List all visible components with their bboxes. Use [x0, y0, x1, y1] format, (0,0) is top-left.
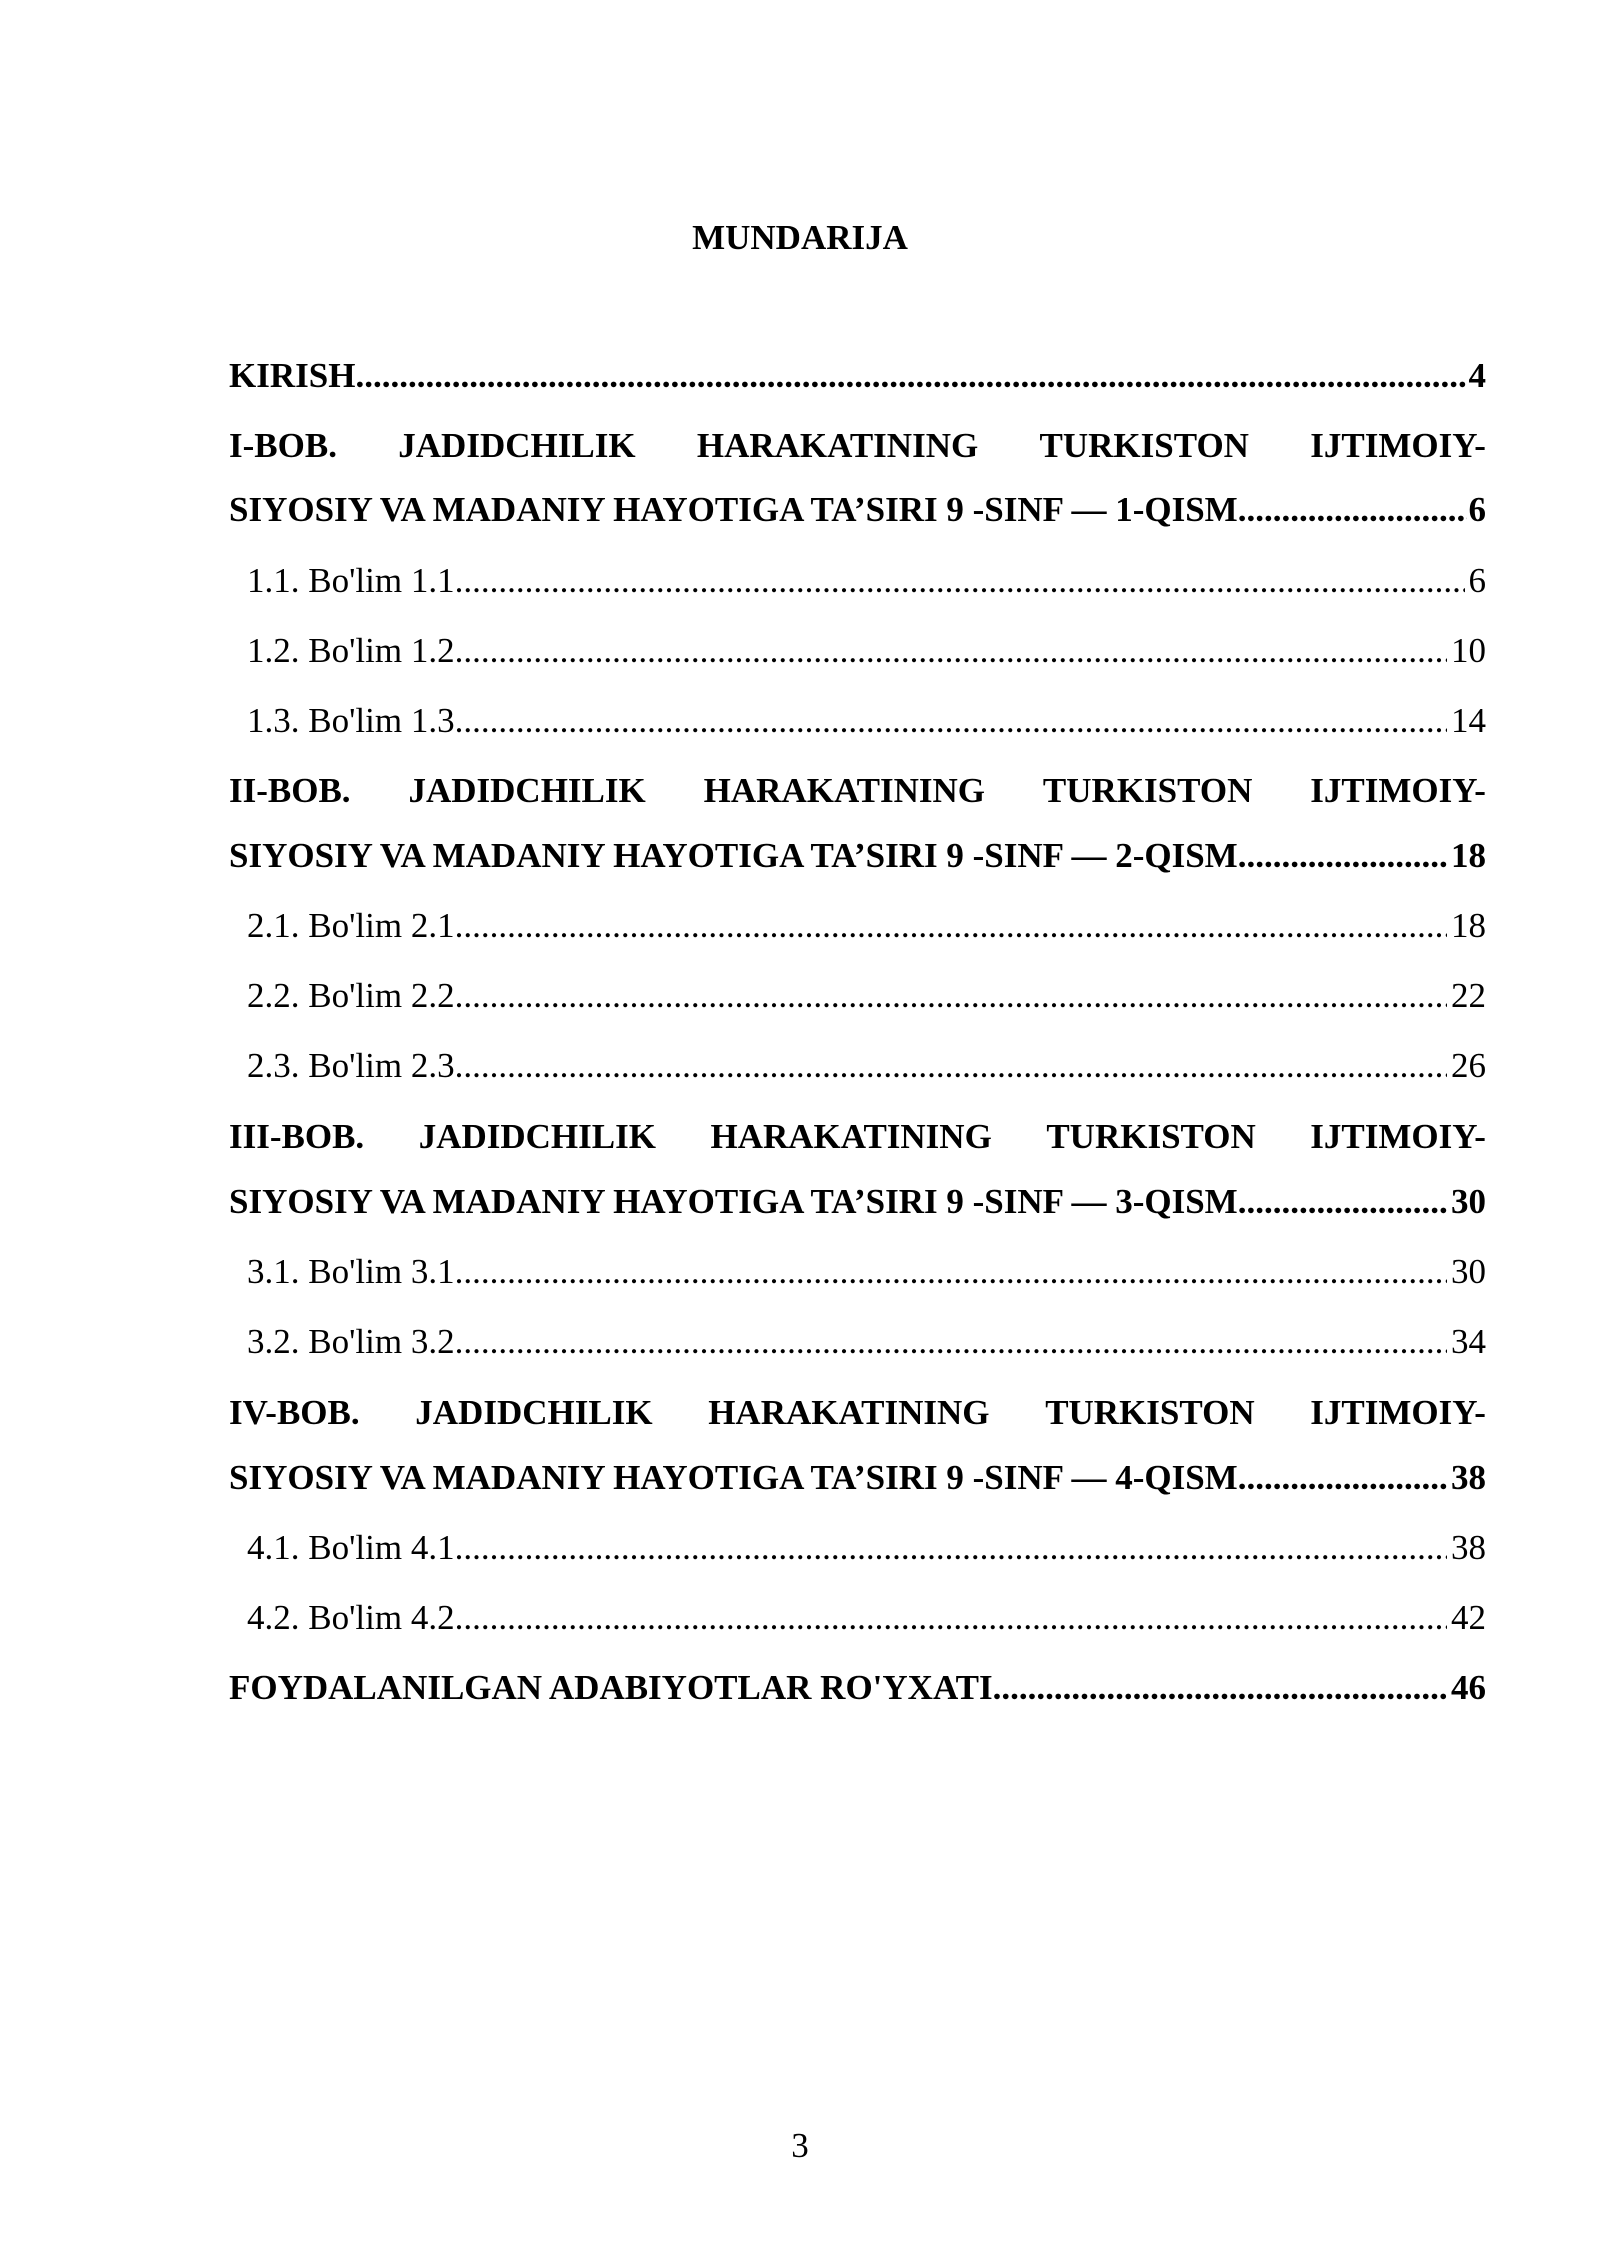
toc-entry-label: SIYOSIY VA MADANIY HAYOTIGA TA’SIRI 9 -SINF — 4-QISM [229, 1458, 1238, 1497]
toc-word: HARAKATINING [696, 426, 979, 465]
toc-entry-label: 1.2. Bo'lim 1.2 [247, 631, 455, 670]
toc-entry-page: 30 [1451, 1182, 1486, 1221]
dot-leader [455, 555, 1465, 607]
dot-leader [455, 900, 1447, 952]
toc-word: IJTIMOIY- [1310, 1393, 1486, 1432]
toc-entry-label: 1.1. Bo'lim 1.1 [247, 561, 455, 600]
toc-entry-references[interactable] [229, 1662, 1486, 1714]
dot-leader [1238, 830, 1449, 882]
toc-entry-page: 42 [1451, 1598, 1486, 1637]
toc-entry-page: 10 [1451, 631, 1486, 670]
toc-section-1-2[interactable] [247, 625, 1486, 677]
toc-section-3-2[interactable] [247, 1316, 1486, 1368]
toc-chapter-2-line-1[interactable] [229, 765, 1486, 817]
page-title: MUNDARIJA [692, 218, 908, 257]
toc-entry-label: 2.1. Bo'lim 2.1 [247, 906, 455, 945]
toc-word: I-BOB. [229, 426, 337, 465]
dot-leader [455, 1246, 1447, 1298]
toc-chapter-4-line-1[interactable] [229, 1387, 1486, 1439]
dot-leader [455, 1316, 1447, 1368]
toc-entry-page: 6 [1468, 561, 1486, 600]
dot-leader [455, 625, 1447, 677]
toc-section-2-2[interactable] [247, 970, 1486, 1022]
toc-entry-kirish[interactable] [229, 350, 1486, 402]
toc-entry-label: KIRISH [229, 356, 356, 395]
toc-section-2-1[interactable] [247, 900, 1486, 952]
toc-word: TURKISTON [1042, 771, 1253, 810]
toc-word: HARAKATINING [710, 1117, 992, 1156]
toc-entry-page: 38 [1451, 1528, 1486, 1567]
toc-chapter-2-line-2[interactable] [229, 830, 1486, 882]
toc-entry-page: 18 [1451, 836, 1486, 875]
toc-word: TURKISTON [1045, 1393, 1255, 1432]
toc-entry-label: 4.1. Bo'lim 4.1 [247, 1528, 455, 1567]
dot-leader [993, 1662, 1449, 1714]
toc-word: TURKISTON [1039, 426, 1249, 465]
dot-leader [1238, 1176, 1449, 1228]
toc-entry-label: 3.1. Bo'lim 3.1 [247, 1252, 455, 1291]
toc-chapter-3-line-2[interactable] [229, 1176, 1486, 1228]
toc-entry-page: 4 [1468, 356, 1486, 395]
toc-word: JADIDCHILIK [418, 1117, 656, 1156]
toc-entry-page: 26 [1451, 1046, 1486, 1085]
toc-section-1-3[interactable] [247, 695, 1486, 747]
toc-section-1-1[interactable] [247, 555, 1486, 607]
dot-leader [455, 1040, 1447, 1092]
toc-word: III-BOB. [229, 1117, 365, 1156]
toc-word: IJTIMOIY- [1310, 1117, 1486, 1156]
toc-entry-page: 34 [1451, 1322, 1486, 1361]
toc-word: JADIDCHILIK [415, 1393, 653, 1432]
dot-leader [1238, 484, 1467, 536]
toc-chapter-1-line-2[interactable] [229, 484, 1486, 536]
page-number: 3 [791, 2126, 809, 2165]
toc-entry-page: 6 [1468, 490, 1486, 529]
dot-leader [355, 350, 1466, 402]
toc-section-2-3[interactable] [247, 1040, 1486, 1092]
toc-section-3-1[interactable] [247, 1246, 1486, 1298]
toc-entry-page: 18 [1451, 906, 1486, 945]
toc-entry-page: 46 [1451, 1668, 1486, 1707]
toc-chapter-4-line-2[interactable] [229, 1452, 1486, 1504]
toc-entry-label: SIYOSIY VA MADANIY HAYOTIGA TA’SIRI 9 -SINF — 3-QISM [229, 1182, 1238, 1221]
toc-entry-label: 2.3. Bo'lim 2.3 [247, 1046, 455, 1085]
toc-word: IJTIMOIY- [1310, 426, 1486, 465]
dot-leader [455, 1592, 1447, 1644]
toc-word: HARAKATINING [703, 771, 985, 810]
toc-word: HARAKATINING [708, 1393, 990, 1432]
toc-entry-label: SIYOSIY VA MADANIY HAYOTIGA TA’SIRI 9 -SINF — 1-QISM [229, 490, 1238, 529]
toc-section-4-1[interactable] [247, 1522, 1486, 1574]
toc-section-4-2[interactable] [247, 1592, 1486, 1644]
toc-entry-label: 4.2. Bo'lim 4.2 [247, 1598, 455, 1637]
toc-entry-page: 22 [1451, 976, 1486, 1015]
toc-word: II-BOB. [229, 771, 351, 810]
toc-entry-page: 30 [1451, 1252, 1486, 1291]
toc-chapter-1-line-1[interactable] [229, 420, 1486, 472]
toc-entry-page: 14 [1451, 701, 1486, 740]
dot-leader [1238, 1452, 1449, 1504]
dot-leader [455, 695, 1447, 747]
toc-word: JADIDCHILIK [408, 771, 646, 810]
toc-entry-label: SIYOSIY VA MADANIY HAYOTIGA TA’SIRI 9 -SINF — 2-QISM [229, 836, 1238, 875]
toc-entry-label: 2.2. Bo'lim 2.2 [247, 976, 455, 1015]
toc-entry-label: FOYDALANILGAN ADABIYOTLAR RO'YXATI [229, 1668, 993, 1707]
dot-leader [455, 970, 1447, 1022]
toc-word: IJTIMOIY- [1310, 771, 1486, 810]
toc-chapter-3-line-1[interactable] [229, 1111, 1486, 1163]
toc-word: TURKISTON [1046, 1117, 1256, 1156]
toc-word: IV-BOB. [229, 1393, 360, 1432]
dot-leader [455, 1522, 1447, 1574]
toc-entry-label: 1.3. Bo'lim 1.3 [247, 701, 455, 740]
toc-entry-page: 38 [1451, 1458, 1486, 1497]
toc-word: JADIDCHILIK [398, 426, 636, 465]
toc-entry-label: 3.2. Bo'lim 3.2 [247, 1322, 455, 1361]
